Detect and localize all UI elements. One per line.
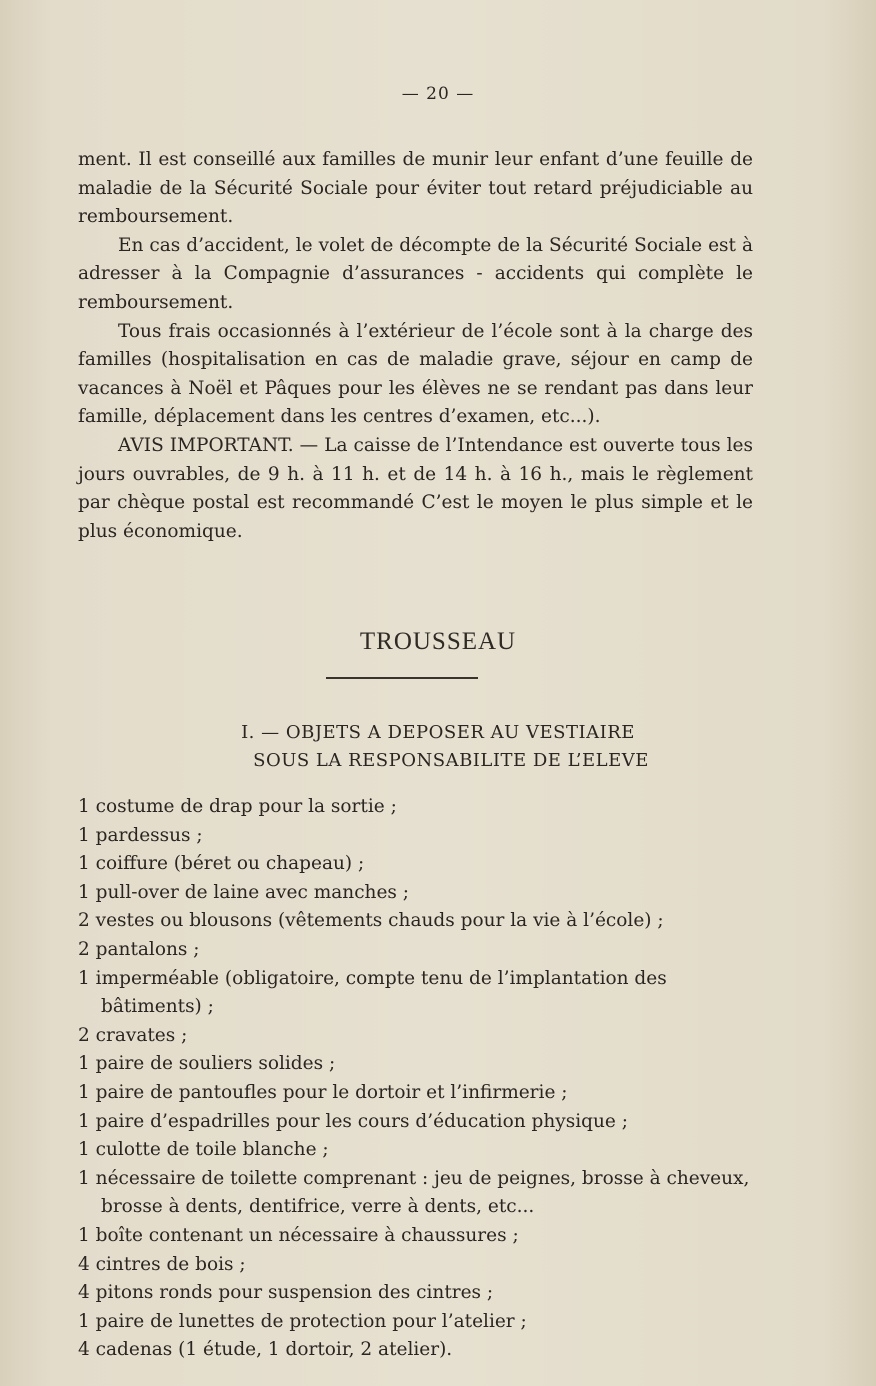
- list-item: 1 culotte de toile blanche ;: [78, 1139, 329, 1161]
- trousseau-list: [78, 793, 753, 1365]
- list-item: 4 pitons ronds pour suspension des cintres ;: [78, 1282, 494, 1304]
- list-item: 1 nécessaire de toilette comprenant : jeu de peignes, brosse à cheveux, brosse à dents, dentifrice, verre à dents, etc...: [78, 1167, 750, 1218]
- subheading-line-2: SOUS LA RESPONSABILITE DE L’ELEVE: [253, 750, 649, 771]
- list-item: 1 imperméable (obligatoire, compte tenu de l’implantation des bâtiments) ;: [78, 967, 667, 1018]
- title-underline: [326, 677, 478, 679]
- list-item: 2 cravates ;: [78, 1024, 188, 1046]
- list-item: 4 cintres de bois ;: [78, 1253, 246, 1275]
- list-item: 1 pardessus ;: [78, 824, 203, 846]
- section-title: TROUSSEAU: [359, 628, 517, 655]
- list-item: 1 paire de souliers solides ;: [78, 1053, 336, 1075]
- list-item: 4 cadenas (1 étude, 1 dortoir, 2 atelier).: [78, 1339, 453, 1361]
- paragraph-avis-important: AVIS IMPORTANT. — La caisse de l’Intendance est ouverte tous les jours ouvrables, de 9 h. à 11 h. et de 14 h. à 16 h., mais le règlement par chèque postal est recommandé C’est le moyen le plus simple et le plus économique.: [78, 434, 753, 542]
- subheading-line-1: I. — OBJETS A DEPOSER AU VESTIAIRE: [241, 722, 635, 743]
- paragraph-continuation: ment. Il est conseillé aux familles de munir leur enfant d’une feuille de maladie de la Sécurité Sociale pour éviter tout retard préjudiciable au remboursement.: [78, 149, 753, 228]
- paragraph-accident: En cas d’accident, le volet de décompte de la Sécurité Sociale est à adresser à la Compagnie d’assurances - accidents qui complète le remboursement.: [78, 234, 753, 313]
- list-item: 1 paire d’espadrilles pour les cours d’éducation physique ;: [78, 1110, 628, 1132]
- page-number: — 20 —: [401, 84, 475, 104]
- body-text: [78, 146, 753, 546]
- list-item: 1 pull-over de laine avec manches ;: [78, 881, 410, 903]
- list-item: 1 paire de lunettes de protection pour l’atelier ;: [78, 1310, 527, 1332]
- list-item: 1 coiffure (béret ou chapeau) ;: [78, 853, 365, 875]
- list-item: 2 vestes ou blousons (vêtements chauds pour la vie à l’école) ;: [78, 910, 664, 932]
- list-item: 1 boîte contenant un nécessaire à chaussures ;: [78, 1224, 519, 1246]
- subheading: [0, 719, 876, 775]
- paragraph-frais: Tous frais occasionnés à l’extérieur de l’école sont à la charge des familles (hospitalisation en cas de maladie grave, séjour en camp de vacances à Noël et Pâques pour les élèves ne se rendant pas dans leur famille, déplacement dans les centres d’examen, etc...).: [78, 320, 753, 428]
- list-item: 1 paire de pantoufles pour le dortoir et l’infirmerie ;: [78, 1081, 568, 1103]
- list-item: 2 pantalons ;: [78, 938, 200, 960]
- list-item: 1 costume de drap pour la sortie ;: [78, 796, 397, 817]
